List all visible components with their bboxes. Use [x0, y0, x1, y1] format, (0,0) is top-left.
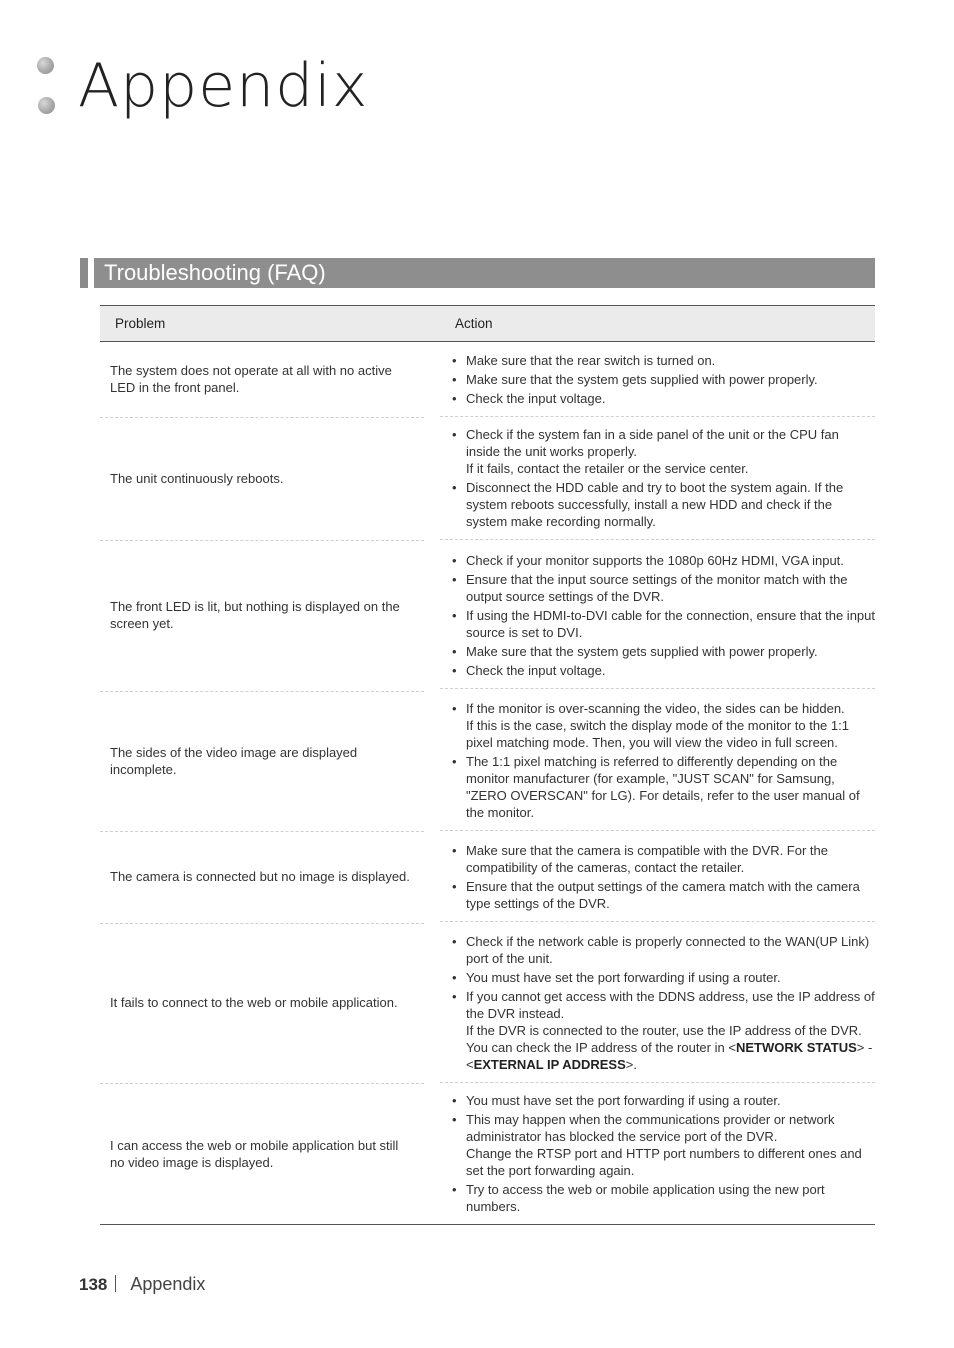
- action-text: • You must have set the port forwarding if using a router.: [466, 1093, 781, 1108]
- action-text: • Ensure that the output settings of the camera match with the camera type settings of the DVR.: [466, 878, 860, 911]
- action-item: [466, 371, 818, 388]
- action-list: [466, 550, 875, 681]
- action-cell-wrap: [440, 543, 875, 689]
- faq-table: [100, 305, 875, 1225]
- action-cell-wrap: [440, 1083, 875, 1224]
- ip-address-note: [466, 1039, 875, 1073]
- action-text: • If using the HDMI-to-DVI cable for the connection, ensure that the input source is set to DVI.: [466, 607, 875, 640]
- action-text: • Try to access the web or mobile application using the new port numbers.: [466, 1182, 825, 1214]
- table-row: [100, 1083, 875, 1225]
- action-list: [466, 1090, 875, 1217]
- action-text: • You must have set the port forwarding if using a router.: [466, 969, 781, 985]
- problem-text: I can access the web or mobile application but still no video image is displayed.: [110, 1137, 399, 1170]
- action-text: • The 1:1 pixel matching is referred to differently depending on the monitor manufacturer (for example, "JUST SCAN" for Samsung, "ZERO OVERSCAN" for LG). For details, refer to the user manual of the monitor.: [466, 754, 860, 820]
- action-cell-wrap: [440, 691, 875, 831]
- action-item: [466, 607, 875, 641]
- table-row: [100, 691, 875, 831]
- action-cell-wrap: [440, 924, 875, 1083]
- action-text: If the DVR is connected to the router, use the IP address of the DVR.: [466, 1022, 862, 1038]
- action-item: [466, 700, 875, 751]
- problem-cell: [100, 540, 440, 691]
- problem-cell-wrap: [100, 417, 424, 541]
- action-cell-wrap: [440, 833, 875, 922]
- problem-cell-wrap: [100, 1083, 424, 1224]
- action-item: [466, 1111, 875, 1179]
- table-header-row: [100, 306, 875, 342]
- footer-label: Appendix: [130, 1274, 206, 1294]
- action-text: • Make sure that the camera is compatible with the DVR. For the compatibility of the cameras, contact the retailer.: [466, 842, 828, 875]
- action-list: [466, 698, 875, 823]
- action-item: [466, 1181, 875, 1215]
- action-item: [466, 662, 875, 679]
- action-cell: [440, 417, 875, 540]
- action-text: • Check if the network cable is properly connected to the WAN(UP Link) port of the unit.: [466, 933, 870, 966]
- bullet-dot-icon: [37, 57, 54, 74]
- problem-column-header: Problem: [100, 306, 440, 342]
- action-item: [466, 878, 875, 912]
- problem-cell: [100, 691, 440, 831]
- problem-cell: [100, 831, 440, 923]
- problem-cell-wrap: [100, 342, 424, 418]
- section-title: Troubleshooting (FAQ): [104, 260, 326, 285]
- table-row: [100, 417, 875, 540]
- action-cell-wrap: [440, 417, 875, 540]
- action-cell: [440, 342, 875, 418]
- chapter-title: Appendix: [78, 51, 369, 121]
- action-text: • Make sure that the rear switch is turned on.: [466, 352, 716, 368]
- table-row: [100, 342, 875, 418]
- action-text: • Disconnect the HDD cable and try to boot the system again. If the system reboots successfully, install a new HDD and check if the system make recording normally.: [466, 480, 844, 529]
- action-item: [466, 426, 875, 477]
- action-item: [466, 933, 875, 967]
- menu-keyword: NETWORK STATUS: [735, 1039, 857, 1055]
- problem-text: The camera is connected but no image is displayed.: [110, 869, 410, 884]
- problem-text: The front LED is lit, but nothing is displayed on the screen yet.: [110, 599, 400, 631]
- action-list: [466, 931, 875, 1075]
- problem-cell: [100, 417, 440, 540]
- chapter-dots-decoration: [36, 57, 56, 117]
- action-text: • If you cannot get access with the DDNS address, use the IP address of the DVR instead.: [466, 988, 875, 1021]
- problem-cell: [100, 1083, 440, 1225]
- action-item: [466, 988, 875, 1073]
- action-list: [466, 350, 818, 409]
- problem-cell: [100, 342, 440, 418]
- action-cell: [440, 1083, 875, 1225]
- problem-cell-wrap: [100, 831, 424, 924]
- action-item: [466, 842, 875, 876]
- action-text: • If the monitor is over-scanning the video, the sides can be hidden.: [466, 701, 845, 716]
- bullet-dot-icon: [38, 97, 55, 114]
- action-item: [466, 643, 875, 660]
- action-text: Change the RTSP port and HTTP port numbers to different ones and set the port forwarding again.: [466, 1146, 862, 1178]
- action-cell: [440, 691, 875, 831]
- action-item: [466, 1092, 875, 1109]
- action-cell-wrap: [440, 343, 875, 417]
- action-item: [466, 969, 875, 986]
- problem-text: The sides of the video image are displayed incomplete.: [110, 744, 358, 777]
- page-number: 138: [79, 1275, 108, 1294]
- note-text: You can check the IP address of the router in <: [466, 1039, 736, 1055]
- action-item: [466, 479, 875, 530]
- problem-cell-wrap: [100, 691, 424, 832]
- action-text: • Check the input voltage.: [466, 662, 606, 678]
- action-text: • Check the input voltage.: [466, 390, 606, 406]
- action-item: [466, 571, 875, 605]
- action-cell: [440, 540, 875, 691]
- table-row: [100, 923, 875, 1083]
- problem-cell-wrap: [100, 540, 424, 692]
- action-list: [466, 424, 875, 532]
- action-text: If it fails, contact the retailer or the service center.: [466, 461, 749, 476]
- page-footer: [79, 1274, 205, 1300]
- problem-text: The system does not operate at all with no active LED in the front panel.: [110, 363, 392, 395]
- action-list: [466, 840, 875, 914]
- footer-divider: [115, 1275, 116, 1292]
- action-text: • Ensure that the input source settings of the monitor match with the output source settings of the DVR.: [466, 571, 848, 604]
- problem-text: It fails to connect to the web or mobile application.: [110, 995, 398, 1010]
- action-text: • This may happen when the communications provider or network administrator has blocked the service port of the DVR.: [466, 1112, 835, 1144]
- action-text: If this is the case, switch the display mode of the monitor to the 1:1 pixel matching mode. Then, you will view the video in full screen.: [466, 718, 849, 750]
- faq-table-body: [100, 342, 875, 1225]
- action-text: • Make sure that the system gets supplied with power properly.: [466, 371, 818, 387]
- action-item: [466, 352, 818, 369]
- note-text: >.: [625, 1056, 637, 1072]
- action-item: [466, 390, 818, 407]
- table-row: [100, 831, 875, 923]
- action-cell: [440, 831, 875, 923]
- action-cell: [440, 923, 875, 1083]
- problem-cell: [100, 923, 440, 1083]
- action-item: [466, 753, 875, 821]
- action-text: • Check if your monitor supports the 1080p 60Hz HDMI, VGA input.: [466, 552, 844, 568]
- action-column-header: Action: [440, 306, 875, 342]
- section-header-bar: [80, 258, 875, 288]
- action-text: • Check if the system fan in a side panel of the unit or the CPU fan inside the unit works properly.: [466, 427, 839, 459]
- action-text: • Make sure that the system gets supplied with power properly.: [466, 643, 818, 659]
- table-row: [100, 540, 875, 691]
- problem-text: The unit continuously reboots.: [110, 470, 284, 486]
- section-marker: [80, 258, 88, 288]
- note-text: > - <: [466, 1039, 873, 1072]
- action-item: [466, 552, 875, 569]
- menu-keyword: EXTERNAL IP ADDRESS: [473, 1056, 626, 1072]
- problem-cell-wrap: [100, 923, 424, 1084]
